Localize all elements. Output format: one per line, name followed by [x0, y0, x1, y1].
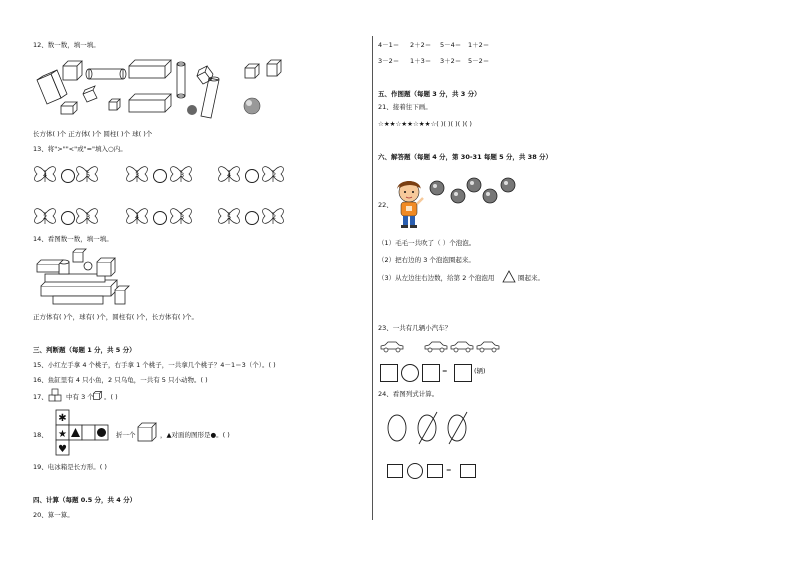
section3-title: 三、判断题（每题 1 分，共 5 分）: [33, 346, 136, 354]
q17-middle: 中有 3 个: [66, 393, 94, 401]
q13-title: 13、将">""<"或"="填入○内。: [33, 145, 127, 153]
calc-item: 1＋2＝: [468, 41, 490, 49]
cars-figure: [380, 340, 500, 354]
q18-middle: 折一个: [116, 431, 136, 439]
q12-fill-line: 长方体( )个 正方体( )个 圆柱( )个 球( )个: [33, 130, 153, 138]
q14-blocks-figure: [33, 248, 133, 308]
q14-title: 14、看图数一数，填一填。: [33, 235, 113, 243]
svg-text:♥: ♥: [58, 444, 67, 455]
q23-unit: (辆): [474, 367, 486, 375]
section6-title: 六、解答题（每题 4 分，第 30-31 每题 5 分，共 38 分）: [378, 153, 552, 161]
section4-title: 四、计算（每题 0.5 分，共 4 分）: [33, 496, 137, 504]
q22-part3-suffix: 圈起来。: [518, 274, 544, 282]
answer-box[interactable]: [380, 364, 398, 382]
cube-icon: [137, 422, 159, 442]
svg-text:✱: ✱: [58, 413, 67, 424]
q22-part1: （1）毛毛一共吹了（ ）个泡泡。: [378, 239, 476, 247]
q23-equals: =: [442, 367, 448, 375]
column-divider: [372, 36, 373, 520]
q20-text: 20、算一算。: [33, 511, 74, 519]
q13-num: 4: [227, 171, 232, 179]
q16-text: 16、鱼缸里有 4 只小鱼，2 只乌龟，一共有 5 只小动物。( ): [33, 376, 208, 384]
q24-text: 24、看图列式计算。: [378, 390, 439, 398]
answer-box[interactable]: [460, 464, 476, 478]
compare-circle[interactable]: [245, 211, 259, 225]
q13-num: 4: [43, 171, 48, 179]
q22-part2: （2）把右边的 3 个泡泡圈起来。: [378, 256, 475, 264]
calc-item: 5－4＝: [440, 41, 462, 49]
answer-box[interactable]: [427, 464, 443, 478]
q12-shapes-figure: [33, 56, 298, 122]
q13-num: 5: [86, 171, 91, 179]
q17-suffix: 。( ): [104, 393, 118, 401]
q18-prefix: 18、: [33, 431, 48, 439]
q21-pattern: ☆★★☆★★☆★★☆( )( )( )( )( ): [378, 120, 472, 128]
operator-circle[interactable]: [401, 364, 419, 382]
q12-title: 12、数一数，填一填。: [33, 41, 100, 49]
triangle-icon: [502, 270, 516, 283]
calc-item: 3－2＝: [378, 57, 400, 65]
compare-circle[interactable]: [153, 169, 167, 183]
q18-cube-net: [55, 409, 115, 457]
svg-text:★: ★: [58, 429, 67, 440]
compare-circle[interactable]: [245, 169, 259, 183]
answer-box[interactable]: [387, 464, 403, 478]
q24-equals: =: [446, 466, 452, 474]
calc-item: 2＋2＝: [410, 41, 432, 49]
q13-num: 4: [135, 213, 140, 221]
q13-num: 2: [272, 171, 277, 179]
q15-text: 15、小红左手拿 4 个桃子，右手拿 1 个桃子，一共拿几个桃子？4－1＝3（个）。( ): [33, 361, 276, 369]
section5-title: 五、作图题（每题 3 分，共 3 分）: [378, 90, 481, 98]
calc-item: 3＋2＝: [440, 57, 462, 65]
compare-circle[interactable]: [61, 211, 75, 225]
q23-text: 23、一共有几辆小汽车？: [378, 324, 452, 332]
calc-item: 5－2＝: [468, 57, 490, 65]
q13-num: 5: [227, 213, 232, 221]
q22-label: 22、: [378, 201, 393, 209]
compare-circle[interactable]: [153, 211, 167, 225]
q18-suffix: ，▲对面的图形是●。( ): [160, 431, 230, 439]
bubbles-figure: [428, 176, 520, 206]
q13-num: 2: [272, 213, 277, 221]
calc-item: 4－1＝: [378, 41, 400, 49]
q14-fill-line: 正方体有( )个，球有( )个，圆柱有( )个，长方体有( )个。: [33, 313, 199, 321]
q22-part3-prefix: （3）从左边往右边数，给第 2 个泡泡用: [378, 274, 495, 282]
calc-item: 1＋3＝: [410, 57, 432, 65]
q13-num: 3: [180, 213, 185, 221]
answer-box[interactable]: [454, 364, 472, 382]
q13-num: 2: [43, 213, 48, 221]
operator-circle[interactable]: [407, 463, 423, 479]
q24-ovals-figure: [385, 410, 475, 446]
q13-num: 3: [135, 171, 140, 179]
q13-num: 3: [86, 213, 91, 221]
small-cube-icon: [93, 391, 102, 400]
q13-num: 3: [180, 171, 185, 179]
q17-cubes-icon: [48, 388, 64, 404]
q21-text: 21、接着往下画。: [378, 103, 432, 111]
answer-box[interactable]: [422, 364, 440, 382]
q17-prefix: 17、: [33, 393, 48, 401]
q13-butterfly-grid: [33, 160, 303, 230]
q19-text: 19、电冰箱是长方形。( ): [33, 463, 107, 471]
compare-circle[interactable]: [61, 169, 75, 183]
boy-blowing-bubbles-figure: [392, 176, 426, 232]
